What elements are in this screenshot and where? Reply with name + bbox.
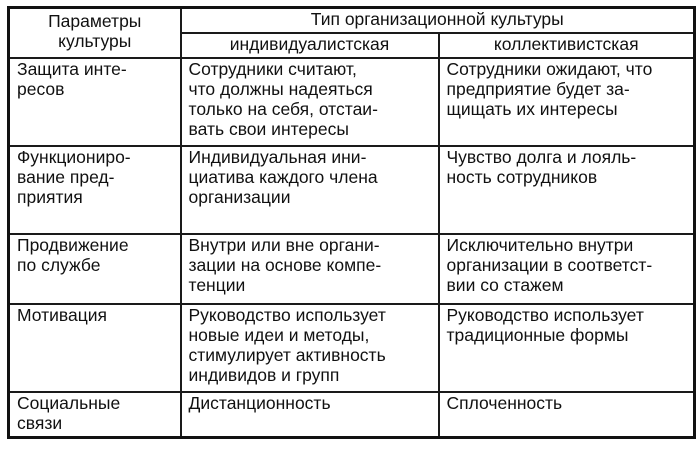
- individual-cell: [181, 234, 439, 304]
- param-line: приятия: [17, 186, 83, 207]
- param-cell: [9, 234, 181, 304]
- cell-line: индивидов и групп: [188, 364, 340, 385]
- table-row: [9, 58, 695, 146]
- param-line: Социальные: [17, 392, 121, 413]
- param-line: связи: [17, 412, 63, 433]
- cell-line: только на себя, отстаи-: [188, 98, 378, 119]
- cell-line: Дистанционность: [188, 392, 331, 413]
- param-line: Мотивация: [17, 304, 108, 325]
- param-line: по службе: [17, 254, 101, 275]
- cell-line: Сотрудники считают,: [188, 58, 357, 79]
- param-header-cell: [9, 8, 181, 58]
- cell-line: щищать их интересы: [446, 98, 618, 119]
- table-row: [9, 234, 695, 304]
- param-line: ресов: [17, 78, 65, 99]
- collective-header: коллективистская: [493, 33, 639, 54]
- individual-header-cell: [181, 33, 439, 58]
- type-header: Тип организационной культуры: [310, 9, 564, 29]
- param-cell: [9, 304, 181, 392]
- collective-cell: [439, 146, 695, 234]
- cell-line: организации в соответст-: [446, 254, 653, 275]
- individual-cell: [181, 304, 439, 392]
- cell-line: Сплоченность: [446, 392, 563, 413]
- individual-header: индивидуалистская: [229, 33, 390, 54]
- cell-line: организации: [188, 186, 291, 207]
- param-cell: [9, 392, 181, 438]
- cell-line: Сотрудники ожидают, что: [446, 58, 653, 79]
- cell-line: Индивидуальная ини-: [188, 146, 367, 167]
- cell-line: что должны надеяться: [188, 78, 373, 99]
- cell-line: предприятие будет за-: [446, 78, 630, 99]
- table-row: [9, 392, 695, 438]
- collective-cell: [439, 392, 695, 438]
- param-header-line: Параметры: [48, 11, 142, 31]
- individual-cell: [181, 392, 439, 438]
- cell-line: ность сотрудников: [446, 166, 598, 187]
- collective-cell: [439, 304, 695, 392]
- individual-cell: [181, 146, 439, 234]
- cell-line: стимулирует активность: [188, 344, 386, 365]
- param-line: Защита инте-: [17, 58, 127, 79]
- cell-line: Внутри или вне органи-: [188, 234, 380, 255]
- cell-line: вать свои интересы: [188, 118, 349, 139]
- cell-line: традиционные формы: [446, 324, 629, 345]
- cell-line: циатива каждого члена: [188, 166, 378, 187]
- param-line: Продвижение: [17, 234, 129, 255]
- cell-line: Руководство использует: [446, 304, 644, 325]
- type-header-cell: [181, 8, 695, 33]
- cell-line: Чувство долга и лояль-: [446, 146, 637, 167]
- cell-line: тенции: [188, 274, 246, 295]
- collective-cell: [439, 234, 695, 304]
- param-line: вание пред-: [17, 166, 115, 187]
- cell-line: зации на основе компе-: [188, 254, 382, 275]
- table-row: [9, 304, 695, 392]
- cell-line: новые идеи и методы,: [188, 324, 370, 345]
- param-line: Функциониро-: [17, 146, 131, 167]
- param-cell: [9, 58, 181, 146]
- collective-cell: [439, 58, 695, 146]
- param-cell: [9, 146, 181, 234]
- cell-line: вии со стажем: [446, 274, 564, 295]
- individual-cell: [181, 58, 439, 146]
- cell-line: Руководство использует: [188, 304, 386, 325]
- param-header-line: культуры: [58, 31, 132, 51]
- culture-types-table: [7, 6, 696, 439]
- cell-line: Исключительно внутри: [446, 234, 634, 255]
- collective-header-cell: [439, 33, 695, 58]
- table-row: [9, 146, 695, 234]
